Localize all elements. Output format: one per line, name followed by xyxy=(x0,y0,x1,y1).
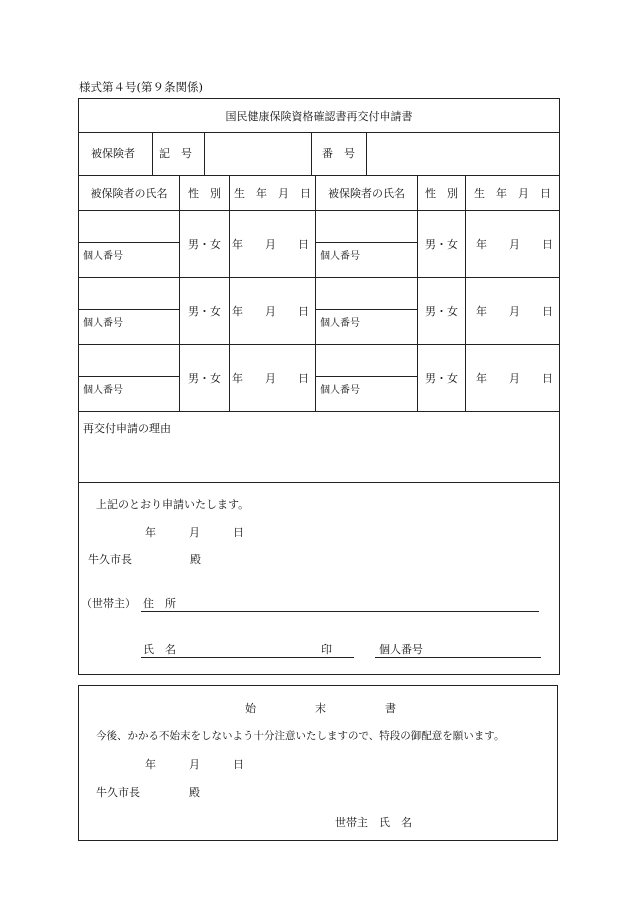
mayor-label: 牛久市長 xyxy=(88,553,132,566)
insured-name-field[interactable] xyxy=(79,345,180,412)
my-number-label: 個人番号 xyxy=(320,385,360,396)
shimatsusho-title-char: 末 xyxy=(315,702,326,715)
kigo-field[interactable] xyxy=(205,133,310,175)
my-number-label: 個人番号 xyxy=(83,318,123,329)
my-number-label: 個人番号 xyxy=(83,385,123,396)
name-line[interactable] xyxy=(141,657,354,658)
form-number-label: 様式第４号(第９条関係) xyxy=(79,80,203,94)
birth-date-field[interactable]: 年 月 日 xyxy=(230,345,316,412)
seal-mark: 印 xyxy=(321,643,332,656)
shimatsusho-section xyxy=(78,685,558,841)
kigo-label: 記 号 xyxy=(159,147,192,160)
household-my-number-label: 個人番号 xyxy=(379,643,423,656)
insured-name-field[interactable] xyxy=(316,211,418,278)
header-name: 被保険者の氏名 xyxy=(79,176,180,211)
sex-choice[interactable]: 男・女 xyxy=(418,278,466,345)
insured-name-field[interactable] xyxy=(316,345,418,412)
shimatsusho-honorific: 殿 xyxy=(189,786,200,799)
name-label: 氏 名 xyxy=(143,643,176,656)
application-form-table xyxy=(78,98,560,675)
shimatsusho-title-char: 始 xyxy=(245,702,256,715)
application-statement: 上記のとおり申請いたします。 xyxy=(96,498,250,511)
insured-label: 被保険者 xyxy=(91,147,135,160)
birth-date-field[interactable]: 年 月 日 xyxy=(466,211,560,278)
bango-field[interactable] xyxy=(367,133,559,175)
header-birth: 生 年 月 日 xyxy=(466,176,560,211)
insured-name-field[interactable] xyxy=(79,211,180,278)
address-label: 住 所 xyxy=(143,597,176,610)
shimatsusho-date[interactable]: 年 月 日 xyxy=(145,758,244,771)
birth-date-field[interactable]: 年 月 日 xyxy=(230,211,316,278)
insured-name-field[interactable] xyxy=(79,278,180,345)
reason-label: 再交付申請の理由 xyxy=(83,422,171,435)
header-sex: 性 別 xyxy=(418,176,466,211)
household-head-label: （世帯主） xyxy=(81,597,136,610)
header-birth: 生 年 月 日 xyxy=(230,176,316,211)
header-name: 被保険者の氏名 xyxy=(316,176,418,211)
shimatsusho-mayor-label: 牛久市長 xyxy=(96,786,140,799)
bango-label: 番 号 xyxy=(322,147,355,160)
header-sex: 性 別 xyxy=(180,176,230,211)
address-line[interactable] xyxy=(141,611,539,612)
sex-choice[interactable]: 男・女 xyxy=(180,345,230,412)
insured-name-field[interactable] xyxy=(316,278,418,345)
birth-date-field[interactable]: 年 月 日 xyxy=(230,278,316,345)
application-section xyxy=(79,483,560,675)
sex-choice[interactable]: 男・女 xyxy=(418,345,466,412)
shimatsusho-statement: 今後、かかる不始末をしないよう十分注意いたしますので、特段の御配意を願います。 xyxy=(96,730,505,742)
honorific-label: 殿 xyxy=(190,553,201,566)
shimatsusho-title-char: 書 xyxy=(385,702,396,715)
sex-choice[interactable]: 男・女 xyxy=(418,211,466,278)
form-title: 国民健康保険資格確認書再交付申請書 xyxy=(79,99,560,133)
sex-choice[interactable]: 男・女 xyxy=(180,211,230,278)
application-date[interactable]: 年 月 日 xyxy=(145,526,244,539)
my-number-label: 個人番号 xyxy=(83,251,123,262)
my-number-label: 個人番号 xyxy=(320,251,360,262)
birth-date-field[interactable]: 年 月 日 xyxy=(466,345,560,412)
my-number-label: 個人番号 xyxy=(320,318,360,329)
reason-field[interactable] xyxy=(79,412,560,483)
shimatsusho-signer-label: 世帯主 氏 名 xyxy=(335,816,412,829)
sex-choice[interactable]: 男・女 xyxy=(180,278,230,345)
household-my-number-line[interactable] xyxy=(375,657,541,658)
insured-id-row xyxy=(79,133,559,175)
birth-date-field[interactable]: 年 月 日 xyxy=(466,278,560,345)
